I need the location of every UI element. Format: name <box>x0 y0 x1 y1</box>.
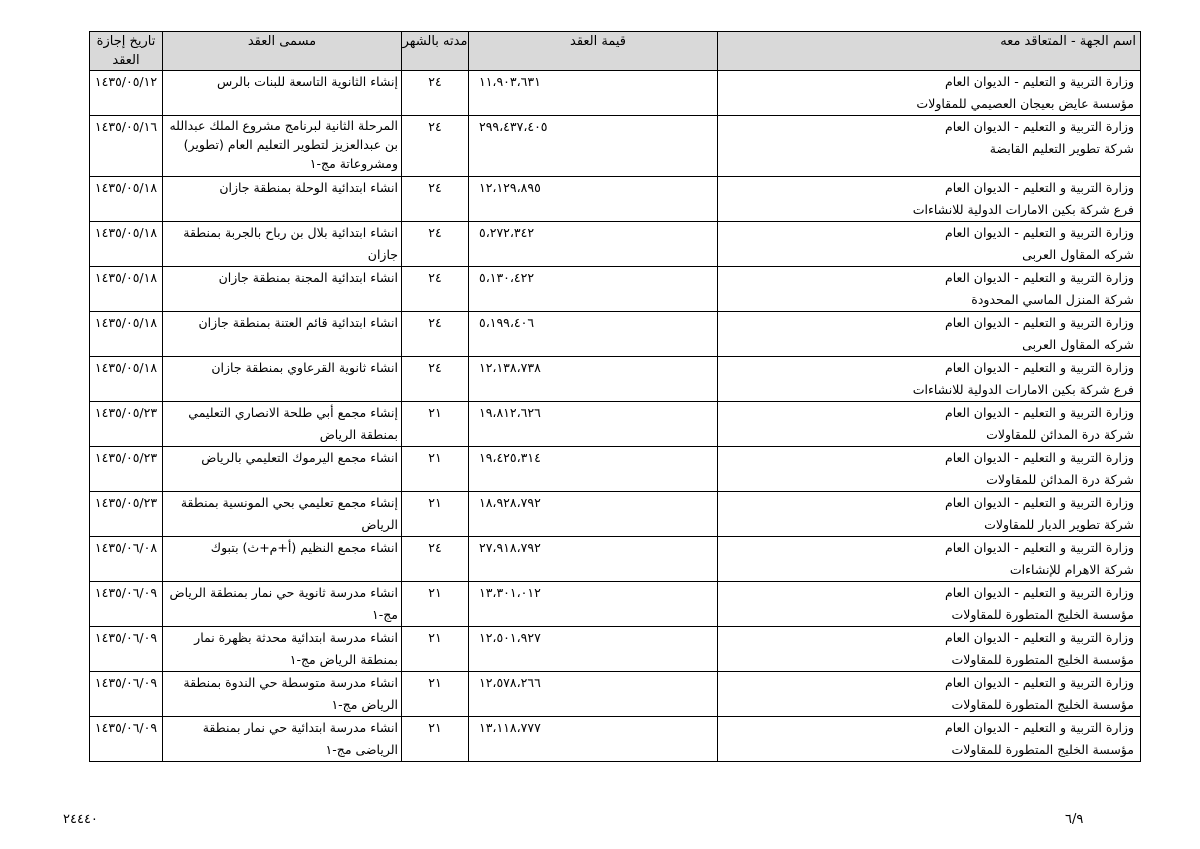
party-cell <box>718 71 1141 116</box>
name-cell: انشاء ابتدائية بلال بن رباح بالجربة بمنطقة جازان <box>163 222 402 267</box>
duration-cell: ٢٤ <box>402 537 469 582</box>
party-ministry: وزارة التربية و التعليم - الديوان العام <box>944 74 1134 89</box>
party-ministry: وزارة التربية و التعليم - الديوان العام <box>944 180 1134 195</box>
date-cell: ١٤٣٥/٠٦/٠٩ <box>90 627 163 672</box>
party-cell <box>718 447 1141 492</box>
party-contractor: شركه المقاول العربى <box>1022 337 1134 352</box>
duration-cell: ٢٤ <box>402 177 469 222</box>
date-cell: ١٤٣٥/٠٥/٢٣ <box>90 447 163 492</box>
party-contractor: شركة تطوير التعليم القابضة <box>989 141 1134 156</box>
name-cell: انشاء ابتدائية قائم العتنة بمنطقة جازان <box>163 312 402 357</box>
table-row <box>90 177 1141 222</box>
value-cell: ١٢،١٣٨،٧٣٨ <box>469 357 718 402</box>
value-cell: ١٩،٤٢٥،٣١٤ <box>469 447 718 492</box>
party-ministry: وزارة التربية و التعليم - الديوان العام <box>944 119 1134 134</box>
party-cell <box>718 627 1141 672</box>
name-cell: إنشاء الثانوية التاسعة للبنات بالرس <box>163 71 402 116</box>
name-cell: انشاء مجمع النظيم (أ+م+ث) بتبوك <box>163 537 402 582</box>
table-header-row <box>90 32 1141 71</box>
table-body <box>90 71 1141 762</box>
party-cell <box>718 582 1141 627</box>
duration-cell: ٢٤ <box>402 312 469 357</box>
party-ministry: وزارة التربية و التعليم - الديوان العام <box>944 450 1134 465</box>
party-cell <box>718 312 1141 357</box>
date-cell: ١٤٣٥/٠٦/٠٨ <box>90 537 163 582</box>
header-value: قيمة العقد <box>469 32 718 71</box>
table-row <box>90 627 1141 672</box>
party-contractor: شركه المقاول العربى <box>1022 247 1134 262</box>
party-contractor: مؤسسة الخليج المتطورة للمقاولات <box>951 652 1134 667</box>
value-cell: ٥،١٣٠،٤٢٢ <box>469 267 718 312</box>
value-cell: ١٩،٨١٢،٦٢٦ <box>469 402 718 447</box>
header-name: مسمى العقد <box>163 32 402 71</box>
value-cell: ٢٩٩،٤٣٧،٤٠٥ <box>469 116 718 177</box>
party-contractor: شركة المنزل الماسي المحدودة <box>971 292 1134 307</box>
table-row <box>90 222 1141 267</box>
party-cell <box>718 267 1141 312</box>
name-cell: انشاء مجمع اليرموك التعليمي بالرياض <box>163 447 402 492</box>
value-cell: ٢٧،٩١٨،٧٩٢ <box>469 537 718 582</box>
table-row <box>90 71 1141 116</box>
table-row <box>90 717 1141 762</box>
party-contractor: مؤسسة الخليج المتطورة للمقاولات <box>951 607 1134 622</box>
value-cell: ١٢،٥٧٨،٢٦٦ <box>469 672 718 717</box>
party-ministry: وزارة التربية و التعليم - الديوان العام <box>944 495 1134 510</box>
party-contractor: شركة درة المدائن للمقاولات <box>986 427 1134 442</box>
name-cell: انشاء مدرسة ابتدائية حي نمار بمنطقة الرياضى مج-١ <box>163 717 402 762</box>
duration-cell: ٢٤ <box>402 267 469 312</box>
duration-cell: ٢٤ <box>402 357 469 402</box>
table-row <box>90 492 1141 537</box>
name-cell: المرحلة الثانية لبرنامج مشروع الملك عبدالله بن عبدالعزيز لتطوير التعليم العام (تطوير) ومشروعاتة مج-١ <box>163 116 402 177</box>
name-cell: انشاء ابتدائية المجنة بمنطقة جازان <box>163 267 402 312</box>
value-cell: ١٢،٥٠١،٩٢٧ <box>469 627 718 672</box>
party-ministry: وزارة التربية و التعليم - الديوان العام <box>944 405 1134 420</box>
contracts-table <box>89 31 1141 762</box>
table-row <box>90 582 1141 627</box>
party-contractor: شركة درة المدائن للمقاولات <box>986 472 1134 487</box>
value-cell: ١٨،٩٢٨،٧٩٢ <box>469 492 718 537</box>
party-cell <box>718 717 1141 762</box>
header-party: اسم الجهة - المتعاقد معه <box>718 32 1141 71</box>
value-cell: ١٣،٣٠١،٠١٢ <box>469 582 718 627</box>
party-ministry: وزارة التربية و التعليم - الديوان العام <box>944 630 1134 645</box>
duration-cell: ٢١ <box>402 627 469 672</box>
duration-cell: ٢٤ <box>402 222 469 267</box>
party-ministry: وزارة التربية و التعليم - الديوان العام <box>944 360 1134 375</box>
duration-cell: ٢١ <box>402 717 469 762</box>
date-cell: ١٤٣٥/٠٦/٠٩ <box>90 582 163 627</box>
party-ministry: وزارة التربية و التعليم - الديوان العام <box>944 225 1134 240</box>
duration-cell: ٢١ <box>402 447 469 492</box>
date-cell: ١٤٣٥/٠٥/١٨ <box>90 177 163 222</box>
name-cell: انشاء مدرسة متوسطة حي الندوة بمنطقة الرياض مج-١ <box>163 672 402 717</box>
date-cell: ١٤٣٥/٠٥/١٨ <box>90 357 163 402</box>
party-cell <box>718 177 1141 222</box>
date-cell: ١٤٣٥/٠٦/٠٩ <box>90 717 163 762</box>
party-ministry: وزارة التربية و التعليم - الديوان العام <box>944 675 1134 690</box>
table-row <box>90 402 1141 447</box>
duration-cell: ٢١ <box>402 582 469 627</box>
name-cell: انشاء مدرسة ثانوية حي نمار بمنطقة الرياض مج-١ <box>163 582 402 627</box>
table-row <box>90 447 1141 492</box>
name-cell: انشاء ثانوية القرعاوي بمنطقة جازان <box>163 357 402 402</box>
party-contractor: مؤسسة الخليج المتطورة للمقاولات <box>951 697 1134 712</box>
party-cell <box>718 492 1141 537</box>
party-cell <box>718 537 1141 582</box>
name-cell: إنشاء مجمع تعليمي بحي المونسية بمنطقة الرياض <box>163 492 402 537</box>
party-contractor: مؤسسة الخليج المتطورة للمقاولات <box>951 742 1134 757</box>
date-cell: ١٤٣٥/٠٦/٠٩ <box>90 672 163 717</box>
party-cell <box>718 222 1141 267</box>
date-cell: ١٤٣٥/٠٥/١٨ <box>90 312 163 357</box>
party-cell <box>718 116 1141 177</box>
date-cell: ١٤٣٥/٠٥/١٨ <box>90 222 163 267</box>
table-row <box>90 116 1141 177</box>
value-cell: ١٣،١١٨،٧٧٧ <box>469 717 718 762</box>
party-contractor: فرع شركة بكين الامارات الدولية للانشاءات <box>912 382 1134 397</box>
party-contractor: فرع شركة بكين الامارات الدولية للانشاءات <box>912 202 1134 217</box>
name-cell: إنشاء مجمع أبي طلحة الانصاري التعليمي بمنطقة الرياض <box>163 402 402 447</box>
date-cell: ١٤٣٥/٠٥/١٦ <box>90 116 163 177</box>
table-row <box>90 267 1141 312</box>
party-cell <box>718 357 1141 402</box>
contracts-sheet <box>89 31 1136 762</box>
name-cell: انشاء ابتدائية الوحلة بمنطقة جازان <box>163 177 402 222</box>
party-ministry: وزارة التربية و التعليم - الديوان العام <box>944 540 1134 555</box>
party-ministry: وزارة التربية و التعليم - الديوان العام <box>944 720 1134 735</box>
header-date: تاريخ إجازة العقد <box>90 32 163 71</box>
duration-cell: ٢١ <box>402 402 469 447</box>
date-cell: ١٤٣٥/٠٥/١٢ <box>90 71 163 116</box>
date-cell: ١٤٣٥/٠٥/٢٣ <box>90 402 163 447</box>
duration-cell: ٢٤ <box>402 71 469 116</box>
party-contractor: شركة تطوير الديار للمقاولات <box>984 517 1134 532</box>
value-cell: ١١،٩٠٣،٦٣١ <box>469 71 718 116</box>
document-number: ٢٤٤٤٠ <box>63 812 98 827</box>
page-number: ٦/٩ <box>1065 812 1084 827</box>
party-contractor: شركة الاهرام للإنشاءات <box>1009 562 1134 577</box>
table-row <box>90 312 1141 357</box>
table-row <box>90 537 1141 582</box>
party-contractor: مؤسسة عايض بعيجان العصيمي للمقاولات <box>916 96 1134 111</box>
table-row <box>90 357 1141 402</box>
duration-cell: ٢٤ <box>402 116 469 177</box>
party-cell <box>718 672 1141 717</box>
duration-cell: ٢١ <box>402 672 469 717</box>
table-row <box>90 672 1141 717</box>
value-cell: ١٢،١٢٩،٨٩٥ <box>469 177 718 222</box>
party-ministry: وزارة التربية و التعليم - الديوان العام <box>944 585 1134 600</box>
party-ministry: وزارة التربية و التعليم - الديوان العام <box>944 270 1134 285</box>
duration-cell: ٢١ <box>402 492 469 537</box>
name-cell: انشاء مدرسة ابتدائية محدثة بظهرة نمار بمنطقة الرياض مج-١ <box>163 627 402 672</box>
header-duration: مدته بالشهر <box>402 32 469 71</box>
value-cell: ٥،١٩٩،٤٠٦ <box>469 312 718 357</box>
value-cell: ٥،٢٧٢،٣٤٢ <box>469 222 718 267</box>
party-cell <box>718 402 1141 447</box>
party-ministry: وزارة التربية و التعليم - الديوان العام <box>944 315 1134 330</box>
date-cell: ١٤٣٥/٠٥/١٨ <box>90 267 163 312</box>
date-cell: ١٤٣٥/٠٥/٢٣ <box>90 492 163 537</box>
